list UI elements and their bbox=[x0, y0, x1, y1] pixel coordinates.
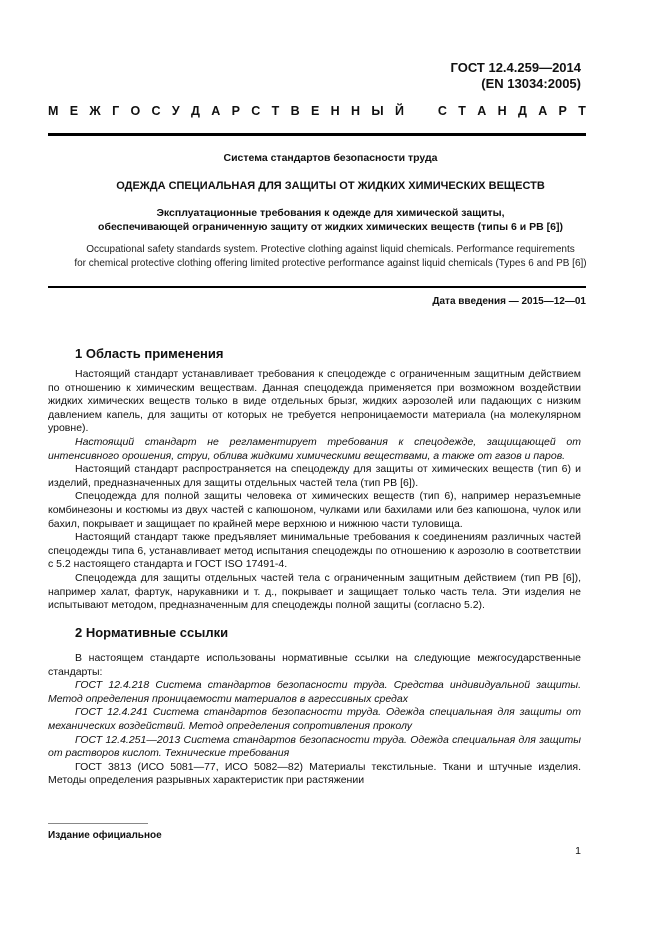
english-title-line: for chemical protective clothing offering limited protective performance against liquid chemicals (Types 6 and PB [6]) bbox=[74, 258, 587, 269]
banner-letter: Й bbox=[394, 104, 404, 118]
banner-letter: С bbox=[151, 104, 161, 118]
reference-item: ГОСТ 12.4.251—2013 Система стандартов безопасности труда. Одежда специальная для защиты от растворов кислот. Технические требования bbox=[48, 733, 581, 760]
banner-letter: С bbox=[437, 104, 447, 118]
banner-letter: Е bbox=[69, 104, 79, 118]
banner-letter: Т bbox=[271, 104, 280, 118]
en-code: (EN 13034:2005) bbox=[481, 76, 581, 91]
gost-code: ГОСТ 12.4.259—2014 bbox=[450, 60, 581, 75]
banner-letter: Н bbox=[351, 104, 361, 118]
section-1-body bbox=[48, 368, 581, 613]
top-divider bbox=[48, 133, 586, 136]
main-title: ОДЕЖДА СПЕЦИАЛЬНАЯ ДЛЯ ЗАЩИТЫ ОТ ЖИДКИХ ХИМИЧЕСКИХ ВЕЩЕСТВ bbox=[116, 180, 545, 192]
banner-letter: О bbox=[130, 104, 141, 118]
reference-item: ГОСТ 12.4.218 Система стандартов безопасности труда. Средства индивидуальной защиты. Метод определения проницаемости материалов в агрессивных средах bbox=[48, 679, 581, 705]
banner-letter: А bbox=[477, 104, 487, 118]
paragraph: Настоящий стандарт устанавливает требования к спецодежде с ограниченным защитным действием по отношению к химическим веществам. Данная спецодежда применяется при возможном воздействии жидких химических веществ только в виде отдельных брызг, жидких аэрозолей или падающих с низким давлением капель, для защиты от которых не требуется непроницаемости материала (на молекулярном уровне). bbox=[48, 368, 581, 435]
subtitle-line: Эксплуатационные требования к одежде для химической защиты, bbox=[156, 207, 505, 219]
banner-letter: Р bbox=[558, 104, 567, 118]
subtitle bbox=[40, 206, 621, 234]
banner-letter: Ж bbox=[89, 104, 101, 118]
banner-letter: Т bbox=[458, 104, 466, 118]
banner-letter: Н bbox=[497, 104, 507, 118]
footer-divider bbox=[48, 823, 148, 824]
banner-letter: А bbox=[538, 104, 548, 118]
paragraph: В настоящем стандарте использованы нормативные ссылки на следующие межгосударственные стандарты: bbox=[48, 652, 581, 678]
banner-letter: С bbox=[251, 104, 261, 118]
title-divider bbox=[48, 286, 586, 288]
banner-letter: Д bbox=[517, 104, 527, 118]
banner-letter: Е bbox=[310, 104, 320, 118]
english-title bbox=[40, 243, 621, 271]
page-number: 1 bbox=[575, 845, 581, 857]
reference-item: ГОСТ 3813 (ИСО 5081—77, ИСО 5082—82) Материалы текстильные. Ткани и штучные изделия. Методы определения разрывных характеристик при растяжении bbox=[48, 760, 581, 787]
banner-letter: Д bbox=[191, 104, 200, 118]
paragraph: Спецодежда для полной защиты человека от химических веществ (тип 6), например неразъемные комбинезоны и костюмы из двух частей с капюшоном, чулками или бахилами или без капюшона, чулок или бахил, покрывает и защищает по крайней мере верхнюю и нижнюю части туловища. bbox=[48, 490, 581, 530]
introduction-date: Дата введения — 2015—12—01 bbox=[432, 296, 586, 307]
subtitle-line: обеспечивающей ограниченную защиту от жидких химических веществ (типы 6 и PB [6]) bbox=[98, 221, 563, 233]
banner-letter: Ы bbox=[371, 104, 384, 118]
paragraph: Настоящий стандарт также предъявляет минимальные требования к соединениям различных частей спецодежды типа 6, устанавливает метод испытания спецодежды по отношению к аэрозолю в соответствии с 5.2 настоящего стандарта и ГОСТ ISO 17491-4. bbox=[48, 531, 581, 571]
paragraph: Спецодежда для защиты отдельных частей тела с ограниченным защитным действием (тип PB [6]), например халат, фартук, нарукавники и т. д., покрывает и защищает только часть тела. Эти изделия не испытывают методом, предназначенным для спецодежды полной защиты (согласно 5.2). bbox=[48, 571, 581, 612]
banner-letter: Т bbox=[578, 104, 586, 118]
interstate-standard-banner bbox=[48, 104, 586, 118]
section-1-heading: 1 Область применения bbox=[75, 346, 224, 361]
standard-designation bbox=[451, 60, 581, 92]
english-title-line: Occupational safety standards system. Protective clothing against liquid chemicals. Performance requirements bbox=[86, 244, 575, 255]
paragraph-italic: Настоящий стандарт не регламентирует требования к спецодежде, защищающей от интенсивного орошения, струи, облива жидкими химическими веществами, а также от газов и паров. bbox=[48, 435, 581, 462]
banner-letter: В bbox=[290, 104, 300, 118]
system-title: Система стандартов безопасности труда bbox=[223, 152, 438, 164]
section-2-heading: 2 Нормативные ссылки bbox=[75, 625, 229, 640]
banner-letter: М bbox=[48, 104, 59, 118]
reference-item: ГОСТ 12.4.241 Система стандартов безопасности труда. Одежда специальная для защиты от механических воздействий. Метод определения сопротивления проколу bbox=[48, 706, 581, 732]
banner-letter: А bbox=[211, 104, 221, 118]
section-2-body bbox=[48, 652, 581, 788]
paragraph: Настоящий стандарт распространяется на спецодежду для защиты от химических веществ (тип 6) и изделий, предназначенных для защиты отдельных частей тела (тип PB [6]). bbox=[48, 463, 581, 489]
banner-letter: У bbox=[171, 104, 180, 118]
banner-letter: Г bbox=[112, 104, 120, 118]
banner-letter: Н bbox=[330, 104, 340, 118]
banner-letter: Р bbox=[231, 104, 240, 118]
official-edition-label: Издание официальное bbox=[48, 830, 162, 841]
